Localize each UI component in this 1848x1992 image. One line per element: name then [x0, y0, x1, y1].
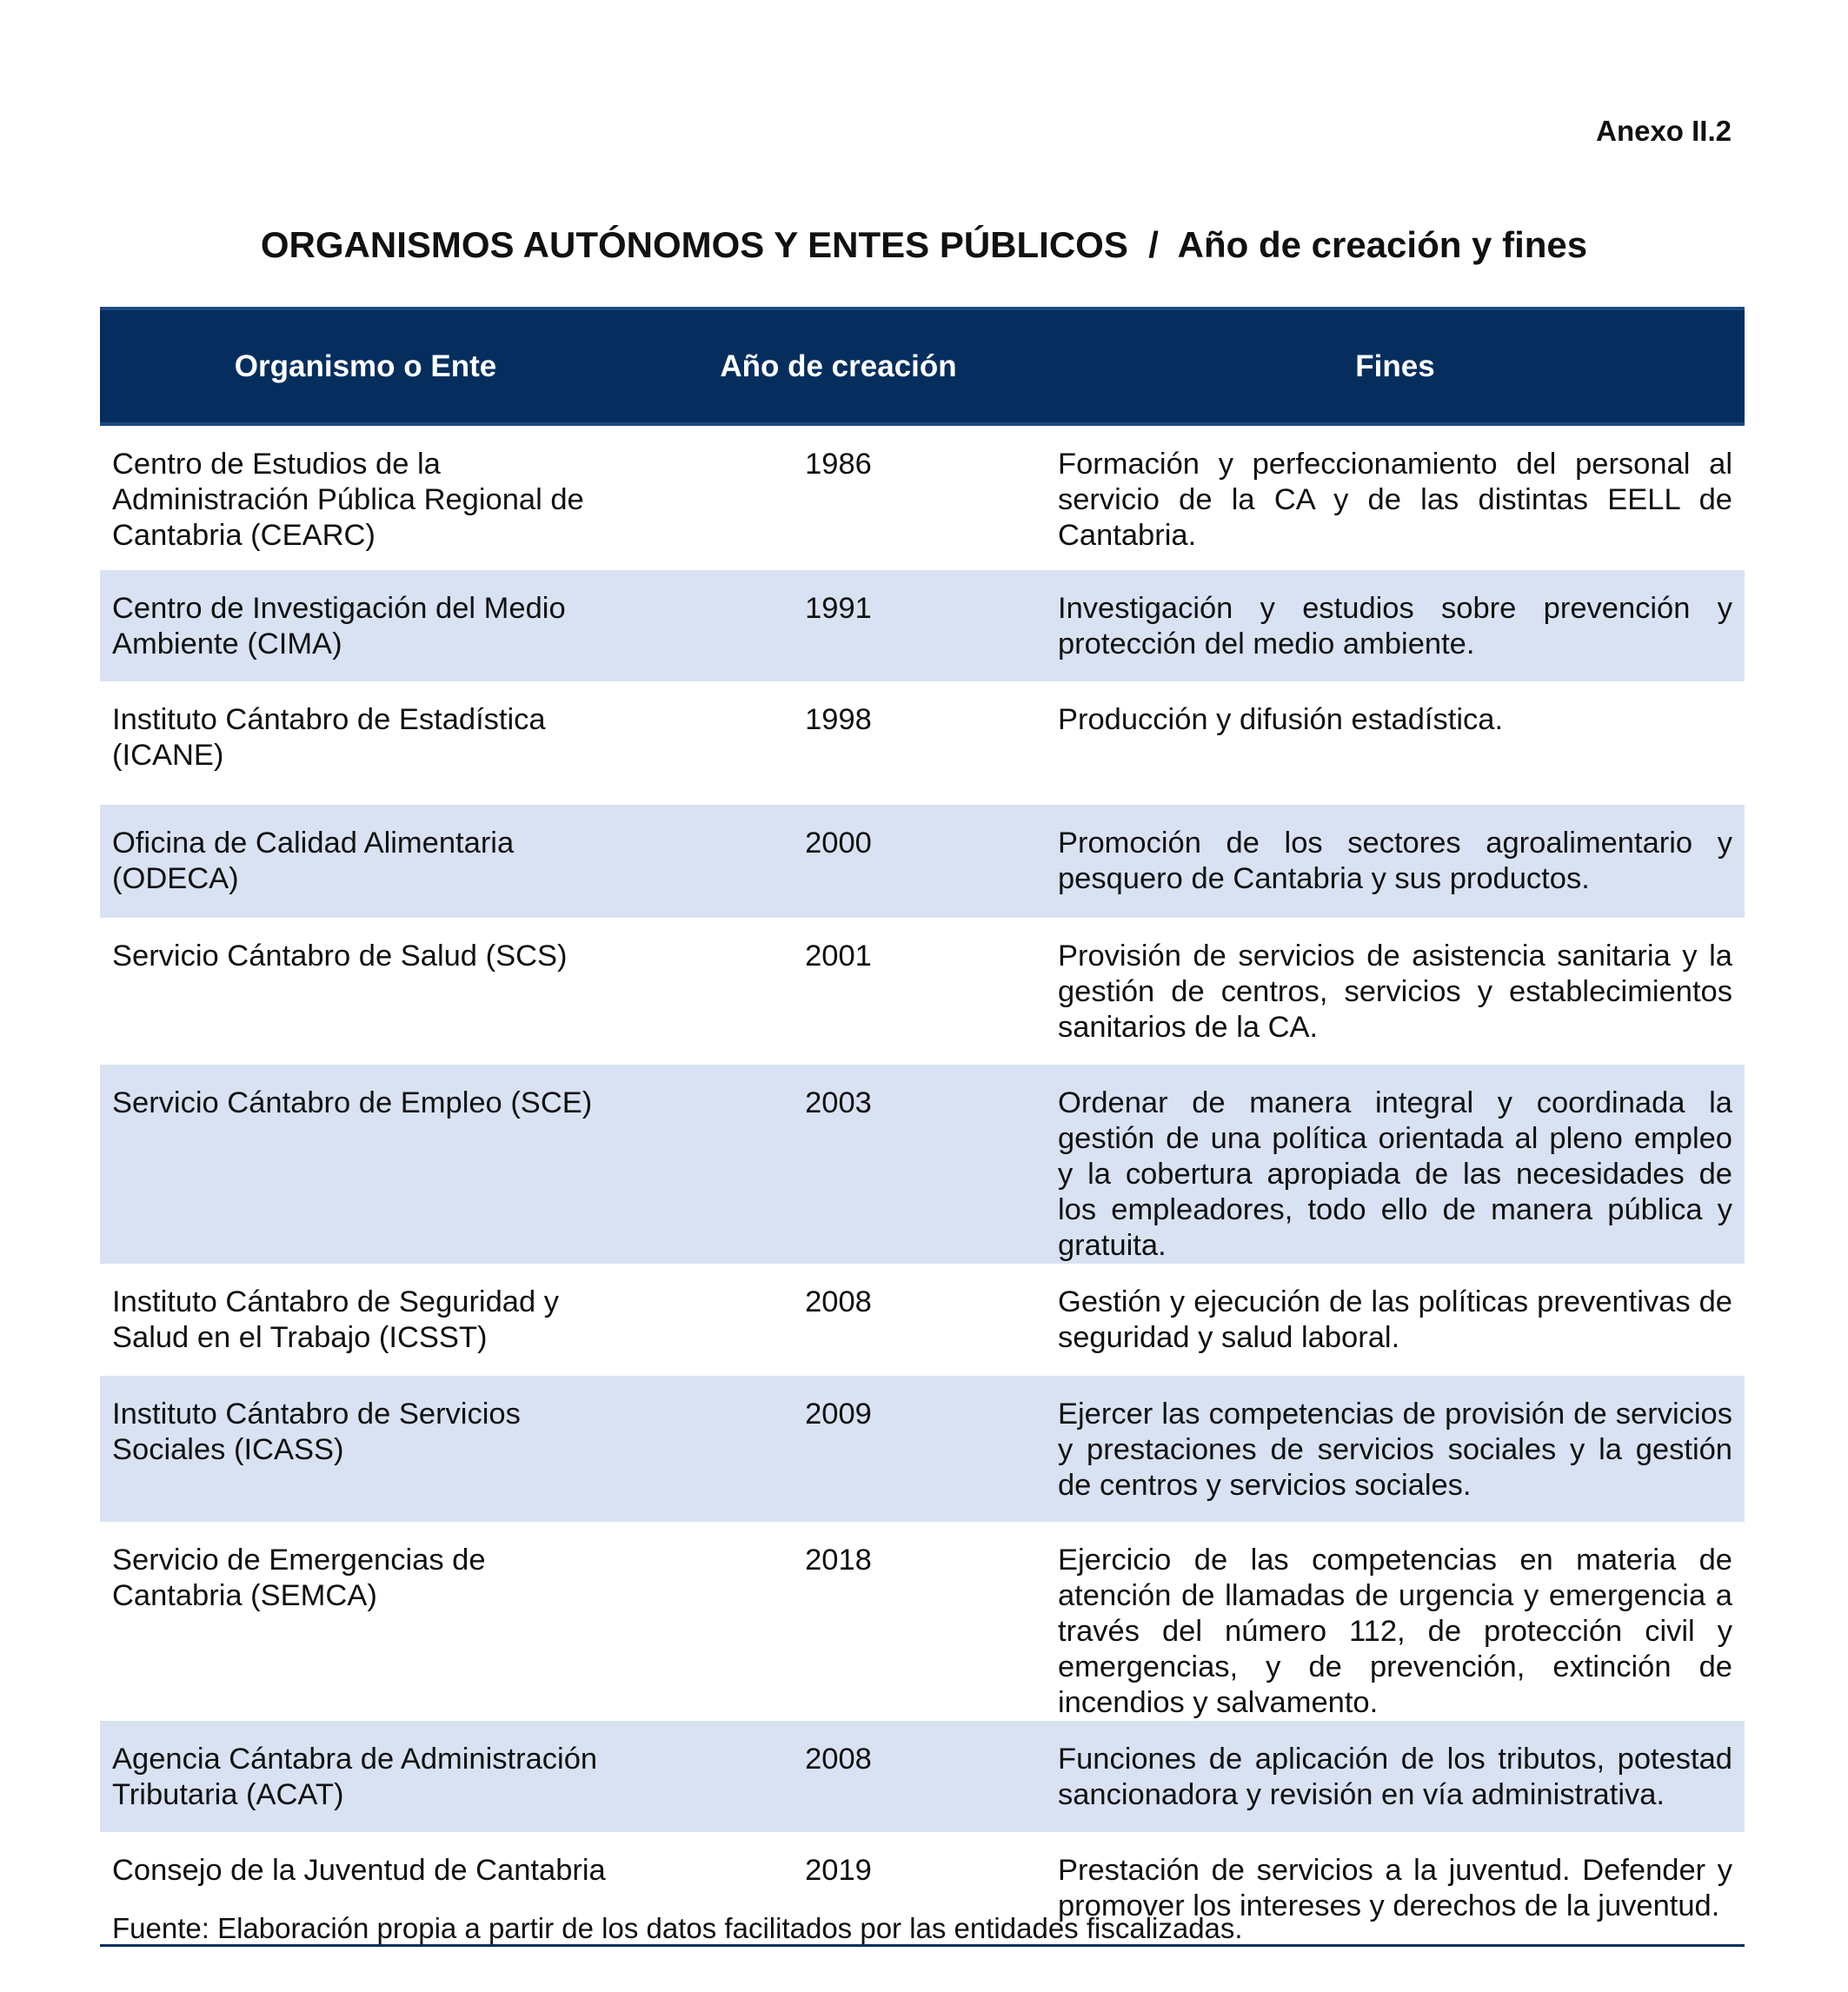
table-row	[100, 805, 1745, 918]
cell-fines: Ejercer las competencias de provisión de servicios y prestaciones de servicios sociales y la gestión de centros y servicios sociales.	[1046, 1376, 1745, 1522]
cell-organismo: Servicio Cántabro de Empleo (SCE)	[100, 1065, 631, 1264]
table-row	[100, 1522, 1745, 1721]
cell-organismo: Oficina de Calidad Alimentaria (ODECA)	[100, 805, 631, 918]
organisms-table	[100, 307, 1745, 1947]
cell-organismo: Agencia Cántabra de Administración Tributaria (ACAT)	[100, 1721, 631, 1832]
annex-label: Anexo II.2	[1596, 115, 1732, 147]
table-row	[100, 681, 1745, 805]
cell-fines: Formación y perfeccionamiento del personal al servicio de la CA y de las distintas EELL de Cantabria.	[1058, 448, 1732, 552]
cell-year: 2019	[631, 1832, 1046, 1945]
cell-organismo: Consejo de la Juventud de Cantabria	[100, 1832, 631, 1945]
cell-organismo: Instituto Cántabro de Estadística (ICANE)	[112, 703, 546, 772]
cell-year: 1998	[805, 703, 872, 736]
cell-fines: Provisión de servicios de asistencia sanitaria y la gestión de centros, servicios y establecimientos sanitarios de la CA.	[1058, 940, 1732, 1044]
table-row	[100, 1264, 1745, 1376]
table-row	[100, 570, 1745, 681]
table-row	[100, 1721, 1745, 1832]
source-note: Fuente: Elaboración propia a partir de los datos facilitados por las entidades fiscalizadas.	[112, 1912, 1243, 1944]
cell-year: 2000	[631, 805, 1046, 918]
cell-year: 1991	[631, 570, 1046, 681]
table-row	[100, 1376, 1745, 1522]
cell-fines: Investigación y estudios sobre prevención y protección del medio ambiente.	[1046, 570, 1745, 681]
cell-year: 2009	[631, 1376, 1046, 1522]
cell-organismo: Servicio Cántabro de Salud (SCS)	[112, 940, 568, 973]
header-ano-creacion: Año de creación	[631, 309, 1046, 424]
cell-fines: Prestación de servicios a la juventud. Defender y promover los intereses y derechos de la juventud.	[1046, 1832, 1745, 1945]
cell-fines: Producción y difusión estadística.	[1058, 703, 1504, 736]
cell-year: 1986	[805, 448, 872, 481]
header-fines: Fines	[1046, 309, 1745, 424]
table-row	[100, 424, 1745, 570]
cell-organismo: Instituto Cántabro de Seguridad y Salud en el Trabajo (ICSST)	[112, 1285, 559, 1354]
table-row	[100, 918, 1745, 1065]
cell-organismo: Instituto Cántabro de Servicios Sociales (ICASS)	[100, 1376, 631, 1522]
cell-fines: Funciones de aplicación de los tributos, potestad sancionadora y revisión en vía administrativa.	[1046, 1721, 1745, 1832]
cell-year: 2018	[805, 1544, 872, 1577]
cell-fines: Promoción de los sectores agroalimentario y pesquero de Cantabria y sus productos.	[1046, 805, 1745, 918]
cell-year: 2003	[631, 1065, 1046, 1264]
cell-organismo: Centro de Investigación del Medio Ambiente (CIMA)	[100, 570, 631, 681]
table-header-row	[100, 309, 1745, 424]
cell-year: 2008	[805, 1285, 872, 1318]
cell-fines: Gestión y ejecución de las políticas preventivas de seguridad y salud laboral.	[1058, 1285, 1732, 1354]
cell-year: 2008	[631, 1721, 1046, 1832]
page-title: ORGANISMOS AUTÓNOMOS Y ENTES PÚBLICOS / Año de creación y fines	[260, 224, 1588, 265]
cell-organismo: Servicio de Emergencias de Cantabria (SEMCA)	[112, 1544, 486, 1612]
table-row	[100, 1065, 1745, 1264]
cell-organismo: Centro de Estudios de la Administración Pública Regional de Cantabria (CEARC)	[112, 448, 584, 552]
cell-fines: Ejercicio de las competencias en materia de atención de llamadas de urgencia y emergencia a través del número 112, de protección civil y emergencias, y de prevención, extinción de incendios y salvamento.	[1058, 1544, 1732, 1719]
cell-fines: Ordenar de manera integral y coordinada la gestión de una política orientada al pleno empleo y la cobertura apropiada de las necesidades de los empleadores, todo ello de manera pública y gratuita.	[1046, 1065, 1745, 1264]
cell-year: 2001	[805, 940, 872, 973]
header-organismo: Organismo o Ente	[100, 309, 631, 424]
